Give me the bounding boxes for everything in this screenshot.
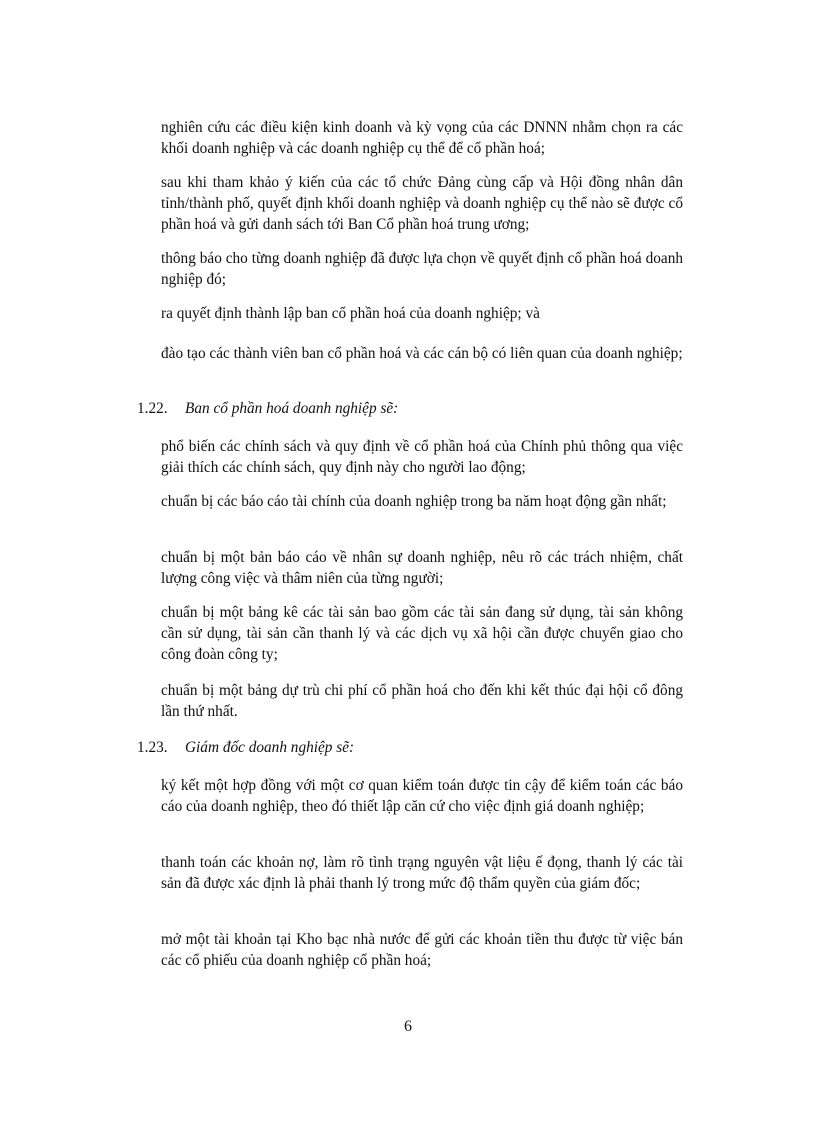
- list-item: mở một tài khoản tại Kho bạc nhà nước để gửi các khoản tiền thu được từ việc bán các cổ phiếu của doanh nghiệp cổ phần hoá;: [161, 931, 683, 969]
- list-item: chuẩn bị các báo cáo tài chính của doanh nghiệp trong ba năm hoạt động gần nhất;: [161, 493, 667, 510]
- list-item: chuẩn bị một bản báo cáo về nhân sự doanh nghiệp, nêu rõ các trách nhiệm, chất lượng công việc và thâm niên của từng người;: [161, 549, 683, 587]
- list-item: chuẩn bị một bảng dự trù chi phí cổ phần hoá cho đến khi kết thúc đại hội cổ đông lần thứ nhất.: [161, 682, 683, 720]
- list-item: đào tạo các thành viên ban cổ phần hoá và các cán bộ có liên quan của doanh nghiệp;: [161, 345, 683, 362]
- section-heading-1-23: [137, 737, 354, 758]
- list-item: thông báo cho từng doanh nghiệp đã được lựa chọn về quyết định cổ phần hoá doanh nghiệp đó;: [161, 250, 683, 288]
- section-title: Ban cổ phần hoá doanh nghiệp sẽ:: [185, 400, 399, 417]
- list-item: ra quyết định thành lập ban cổ phần hoá của doanh nghiệp; và: [161, 305, 540, 322]
- section-heading-1-22: [137, 398, 398, 419]
- list-item: ký kết một hợp đồng với một cơ quan kiểm toán được tin cậy để kiểm toán các báo cáo của doanh nghiệp, theo đó thiết lập căn cứ cho việc định giá doanh nghiệp;: [161, 777, 683, 815]
- list-item: sau khi tham khảo ý kiến của các tổ chức Đảng cùng cấp và Hội đồng nhân dân tỉnh/thành phố, quyết định khối doanh nghiệp và doanh nghiệp cụ thể nào sẽ được cổ phần hoá và gửi danh sách tới Ban Cổ phần hoá trung ương;: [161, 174, 683, 233]
- page-number: 6: [404, 1018, 412, 1035]
- list-item: chuẩn bị một bảng kê các tài sản bao gồm các tài sản đang sử dụng, tài sản không cần sử dụng, tài sản cần thanh lý và các dịch vụ xã hội cần được chuyển giao cho công đoàn công ty;: [161, 604, 683, 663]
- section-number: 1.23.: [137, 739, 168, 756]
- list-item: phổ biến các chính sách và quy định về cổ phần hoá của Chính phủ thông qua việc giải thích các chính sách, quy định này cho người lao động;: [161, 438, 683, 476]
- list-item: thanh toán các khoản nợ, làm rõ tình trạng nguyên vật liệu ế đọng, thanh lý các tài sản đã được xác định là phải thanh lý trong mức độ thẩm quyền của giám đốc;: [161, 854, 683, 892]
- section-title: Giám đốc doanh nghiệp sẽ:: [185, 739, 355, 756]
- section-number: 1.22.: [137, 400, 168, 417]
- list-item: nghiên cứu các điều kiện kinh doanh và kỳ vọng của các DNNN nhằm chọn ra các khối doanh nghiệp và các doanh nghiệp cụ thể để cổ phần hoá;: [161, 119, 683, 157]
